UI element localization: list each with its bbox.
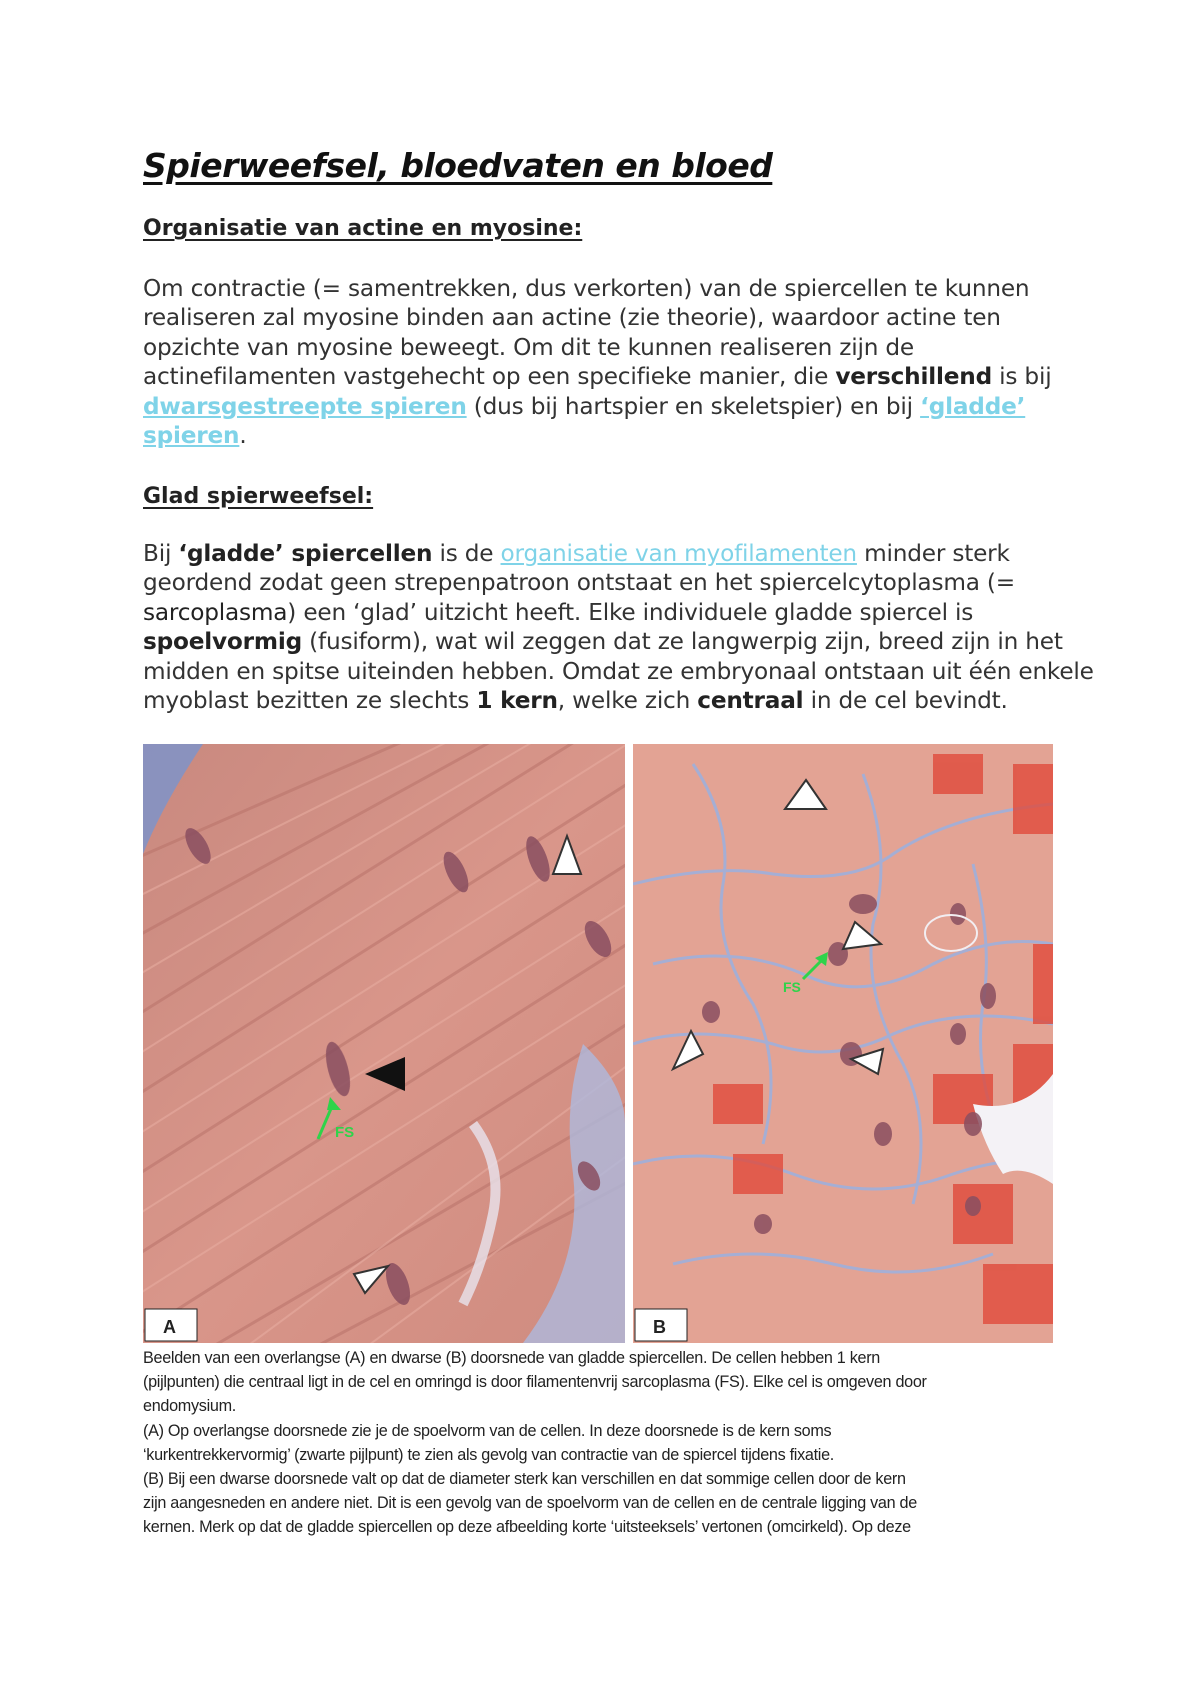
text: (fusiform), wat wil zeggen dat ze langwerpig zijn, breed zijn in het midden en spitse uiteinden hebben. Omdat ze embryonaal ontstaan uit één enkele myoblast bezitten ze slechts xyxy=(143,628,1094,715)
micrograph-a-image xyxy=(143,744,625,1343)
panel-b-label: B xyxy=(653,1317,666,1337)
fs-label-b: FS xyxy=(783,979,801,995)
figure-caption xyxy=(143,1346,1083,1540)
bold-term-1-kern: 1 kern xyxy=(476,687,558,715)
bold-term-spoelvormig: spoelvormig xyxy=(143,628,302,656)
caption-line: endomysium. xyxy=(143,1397,236,1416)
text: in de cel bevindt. xyxy=(803,687,1008,715)
panel-a-label: A xyxy=(163,1317,176,1337)
text: minder sterk geordend zodat geen strepenpatroon ontstaat en het spiercelcytoplasma (= xyxy=(143,540,1015,597)
text: Om contractie (= samentrekken, dus verkorten) van de spiercellen te kunnen realiseren zal myosine binden aan actine (zie theorie), waardoor actine ten opzichte van myosine beweegt. Om dit te kunnen realiseren zijn de actinefilamenten vastgehecht op een specifieke manier, die xyxy=(143,275,1030,391)
caption-line: Beelden van een overlangse (A) en dwarse (B) doorsnede van gladde spiercellen. De cellen hebben 1 kern xyxy=(143,1349,880,1367)
bold-term-verschillend: verschillend xyxy=(835,363,992,391)
micrograph-panel-a xyxy=(143,744,625,1343)
page-title: Spierweefsel, bloedvaten en bloed xyxy=(143,146,773,185)
link-organisatie-myofilamenten[interactable]: organisatie van myofilamenten xyxy=(500,540,857,567)
bold-term-centraal: centraal xyxy=(697,687,804,715)
paragraph-glad-spierweefsel xyxy=(143,539,1103,715)
micrograph-figure xyxy=(143,744,1053,1343)
text: is de xyxy=(432,540,501,567)
link-gladde-spieren[interactable]: ‘gladde’ spieren xyxy=(143,392,1026,450)
section-heading-actine-myosine: Organisatie van actine en myosine: xyxy=(143,216,583,241)
text: . xyxy=(239,422,247,450)
caption-line: zijn aangesneden en andere niet. Dit is een gevolg van de spoelvorm van de cellen en de centrale ligging van de xyxy=(143,1494,917,1513)
term-sarcoplasma: sarcoplasma xyxy=(143,598,288,626)
text: , welke zich xyxy=(557,687,698,715)
text: (dus bij hartspier en skeletspier) en bij xyxy=(466,392,921,420)
caption-line: ‘kurkentrekkervormig’ (zwarte pijlpunt) te zien als gevolg van contractie van de spiercel tijdens fixatie. xyxy=(143,1445,834,1464)
paragraph-actine-myosine xyxy=(143,274,1103,450)
micrograph-b-image xyxy=(633,744,1053,1343)
caption-line: (A) Op overlangse doorsnede zie je de spoelvorm van de cellen. In deze doorsnede is de kern soms xyxy=(143,1421,832,1440)
text: is bij xyxy=(991,363,1052,391)
link-dwarsgestreepte-spieren[interactable]: dwarsgestreepte spieren xyxy=(143,392,467,420)
bold-term-gladde-spiercellen: ‘gladde’ spiercellen xyxy=(178,540,433,567)
text: Bij xyxy=(143,540,179,567)
caption-line: kernen. Merk op dat de gladde spiercellen op deze afbeelding korte ‘uitsteeksels’ vertonen (omcirkeld). Op deze xyxy=(143,1518,911,1537)
section-heading-glad-spierweefsel: Glad spierweefsel: xyxy=(143,484,374,509)
caption-line: (pijlpunten) die centraal ligt in de cel en omringd is door filamentenvrij sarcoplasma (FS). Elke cel is omgeven door xyxy=(143,1373,927,1392)
caption-line: (B) Bij een dwarse doorsnede valt op dat de diameter sterk kan verschillen en dat sommige cellen door de kern xyxy=(143,1470,906,1489)
micrograph-panel-b xyxy=(633,744,1053,1343)
text: ) een ‘glad’ uitzicht heeft. Elke individuele gladde spiercel is xyxy=(287,598,974,626)
fs-label-a: FS xyxy=(335,1124,355,1141)
